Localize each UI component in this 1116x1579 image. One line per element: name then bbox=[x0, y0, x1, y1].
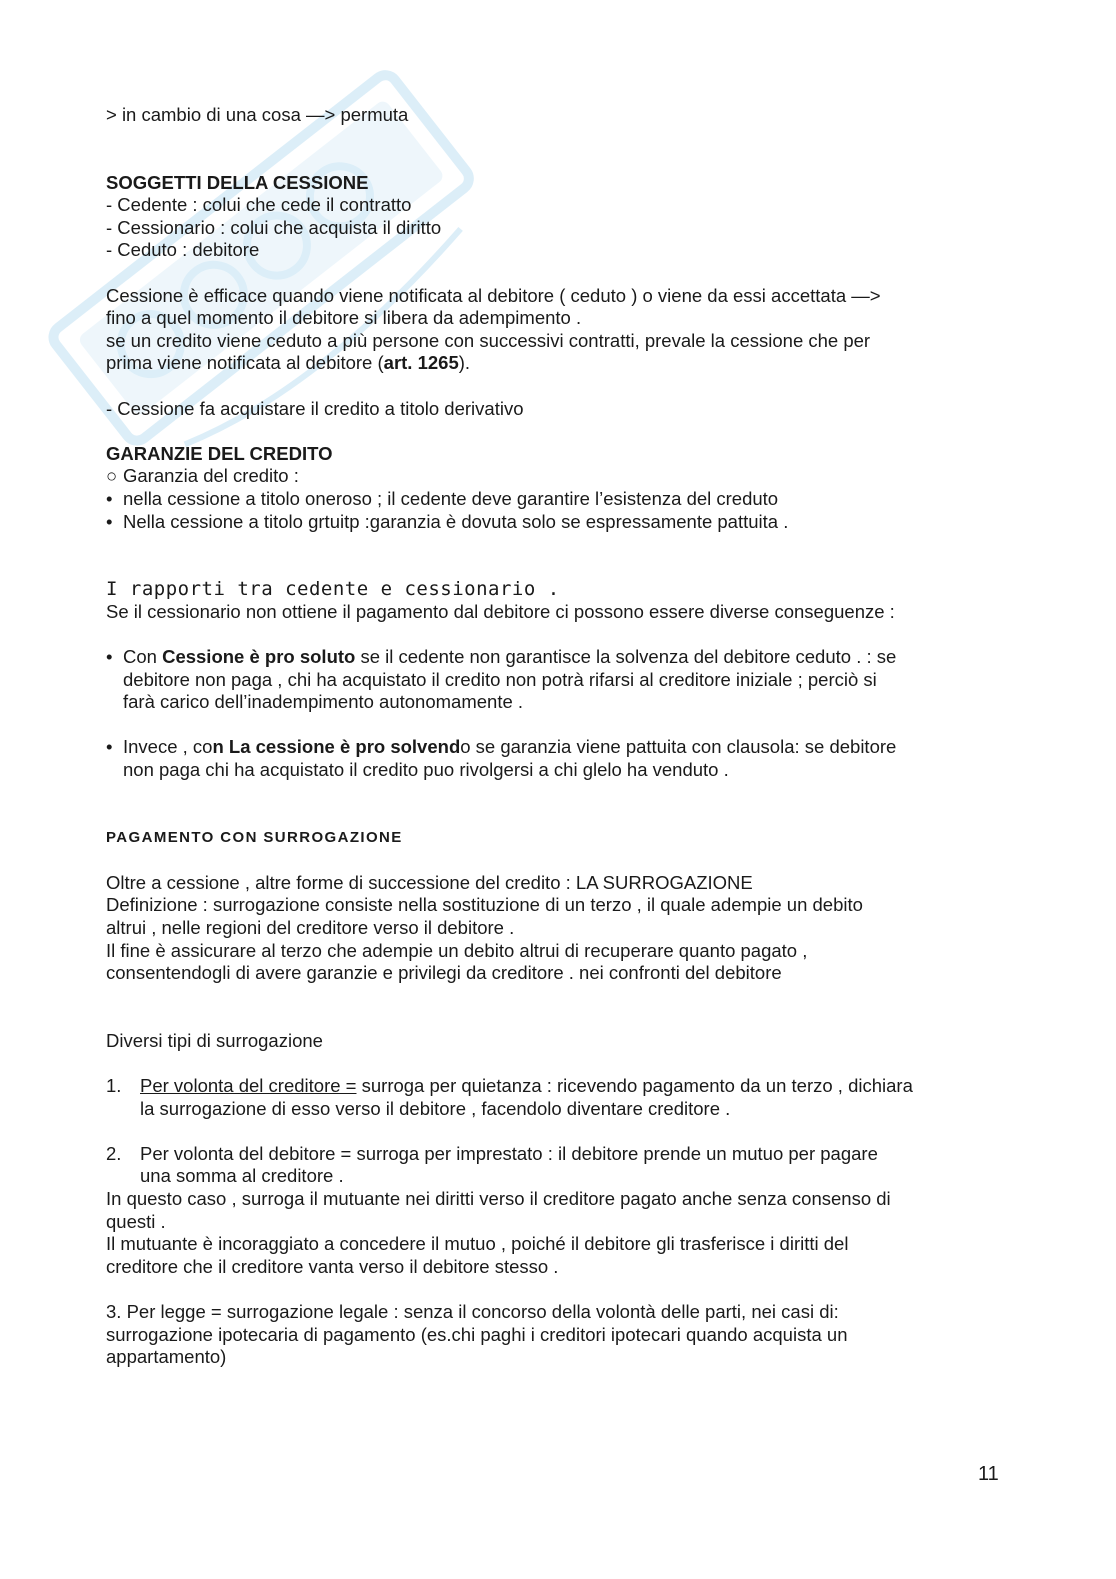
text-line: consentendogli di avere garanzie e privilegi da creditore . nei confronti del debitore bbox=[106, 962, 782, 984]
text-span: ). bbox=[458, 352, 471, 374]
text-span: Invece , co bbox=[123, 736, 213, 758]
text-span: Con bbox=[123, 646, 163, 668]
article-reference: art. 1265 bbox=[383, 352, 459, 374]
text-line bbox=[106, 352, 1016, 375]
page-number: 11 bbox=[978, 1463, 999, 1485]
text-line: surrogazione ipotecaria di pagamento (es.chi paghi i creditori ipotecari quando acquista un bbox=[106, 1323, 848, 1345]
text-line: Il mutuante è incoraggiato a concedere il mutuo , poiché il debitore gli trasferisce i diritti del bbox=[106, 1233, 849, 1255]
numbered-item bbox=[106, 1143, 1016, 1188]
text-line: Se il cessionario non ottiene il pagamento dal debitore ci possono essere diverse conseguenze : bbox=[106, 600, 895, 622]
bullet-icon: • bbox=[106, 487, 113, 509]
list-item-text: Garanzia del credito : bbox=[123, 465, 299, 487]
text-line: non paga chi ha acquistato il credito puo rivolgersi a chi glelo ha venduto . bbox=[123, 759, 729, 781]
list-item bbox=[106, 646, 1016, 714]
text-line: la surrogazione di esso verso il debitore , facendolo diventare creditore . bbox=[140, 1097, 731, 1119]
text-line: - Cedente : colui che cede il contratto bbox=[106, 194, 412, 216]
text-line: Diversi tipi di surrogazione bbox=[106, 1029, 323, 1051]
text-line: Oltre a cessione , altre forme di successione del credito : LA SURROGAZIONE bbox=[106, 871, 753, 893]
circle-bullet-icon: ○ bbox=[106, 465, 118, 487]
numbered-item bbox=[106, 1075, 1016, 1120]
text-line: Il fine è assicurare al terzo che adempie un debito altrui di recuperare quanto pagato , bbox=[106, 939, 808, 961]
text-line: altrui , nelle regioni del creditore verso il debitore . bbox=[106, 917, 515, 938]
text-span: se il cedente non garantisce la solvenza del debitore ceduto . : se bbox=[355, 646, 897, 668]
text-line: appartamento) bbox=[106, 1346, 227, 1368]
list-item bbox=[106, 736, 1016, 781]
section-heading: GARANZIE DEL CREDITO bbox=[106, 442, 333, 464]
text-line: - Cessionario : colui che acquista il diritto bbox=[106, 216, 442, 238]
text-line: debitore non paga , chi ha acquistato il credito non potrà rifarsi al creditore iniziale ; perciò si bbox=[123, 668, 877, 690]
list-item bbox=[106, 465, 1016, 488]
text-line: In questo caso , surroga il mutuante nei diritti verso il creditore pagato anche senza consenso di bbox=[106, 1187, 891, 1209]
text-line bbox=[123, 646, 1016, 669]
bullet-icon: • bbox=[106, 510, 113, 532]
text-line: > in cambio di una cosa —> permuta bbox=[106, 104, 409, 125]
text-line bbox=[140, 1075, 1016, 1098]
list-item-text: nella cessione a titolo oneroso ; il cedente deve garantire l’esistenza del creduto bbox=[123, 487, 779, 509]
text-line: Definizione : surrogazione consiste nella sostituzione di un terzo , il quale adempie un debito bbox=[106, 894, 863, 916]
text-line: creditore che il creditore vanta verso il debitore stesso . bbox=[106, 1255, 559, 1277]
section-heading-small: PAGAMENTO CON SURROGAZIONE bbox=[106, 828, 403, 846]
text-line: Cessione è efficace quando viene notificata al debitore ( ceduto ) o viene da essi accettata —> bbox=[106, 284, 881, 306]
text-line: farà carico dell’inadempimento autonomamente . bbox=[123, 691, 524, 713]
text-line: 3. Per legge = surrogazione legale : senza il concorso della volontà delle parti, nei casi di: bbox=[106, 1300, 839, 1322]
underlined-term: Per volonta del creditore = bbox=[140, 1074, 357, 1096]
text-line: una somma al creditore . bbox=[140, 1165, 344, 1187]
text-line: Per volonta del debitore = surroga per imprestato : il debitore prende un mutuo per pagare bbox=[140, 1142, 878, 1164]
list-item bbox=[106, 488, 1016, 511]
bullet-icon: • bbox=[106, 736, 113, 758]
text-line: - Ceduto : debitore bbox=[106, 239, 260, 261]
term-bold: Cessione è pro soluto bbox=[162, 646, 356, 668]
section-heading-mono: I rapporti tra cedente e cessionario . bbox=[106, 578, 560, 601]
list-number: 2. bbox=[106, 1142, 122, 1164]
list-item bbox=[106, 511, 1016, 534]
text-span: surroga per quietanza : ricevendo pagamento da un terzo , dichiara bbox=[356, 1074, 913, 1096]
list-item-text: Nella cessione a titolo grtuitp :garanzia è dovuta solo se espressamente pattuita . bbox=[123, 510, 789, 532]
list-number: 1. bbox=[106, 1074, 122, 1096]
text-span: prima viene notificata al debitore ( bbox=[106, 352, 384, 374]
section-heading: SOGGETTI DELLA CESSIONE bbox=[106, 171, 369, 193]
text-line: - Cessione fa acquistare il credito a titolo derivativo bbox=[106, 397, 524, 419]
text-line bbox=[123, 736, 1016, 759]
text-line: fino a quel momento il debitore si libera da adempimento . bbox=[106, 307, 582, 329]
page-content bbox=[106, 104, 1016, 1369]
text-span: o se garanzia viene pattuita con clausola: se debitore bbox=[460, 736, 897, 758]
bullet-icon: • bbox=[106, 646, 113, 668]
term-bold: n La cessione è pro solvend bbox=[212, 736, 461, 758]
text-line: questi . bbox=[106, 1210, 166, 1232]
text-line: se un credito viene ceduto a più persone con successivi contratti, prevale la cessione che per bbox=[106, 329, 871, 351]
